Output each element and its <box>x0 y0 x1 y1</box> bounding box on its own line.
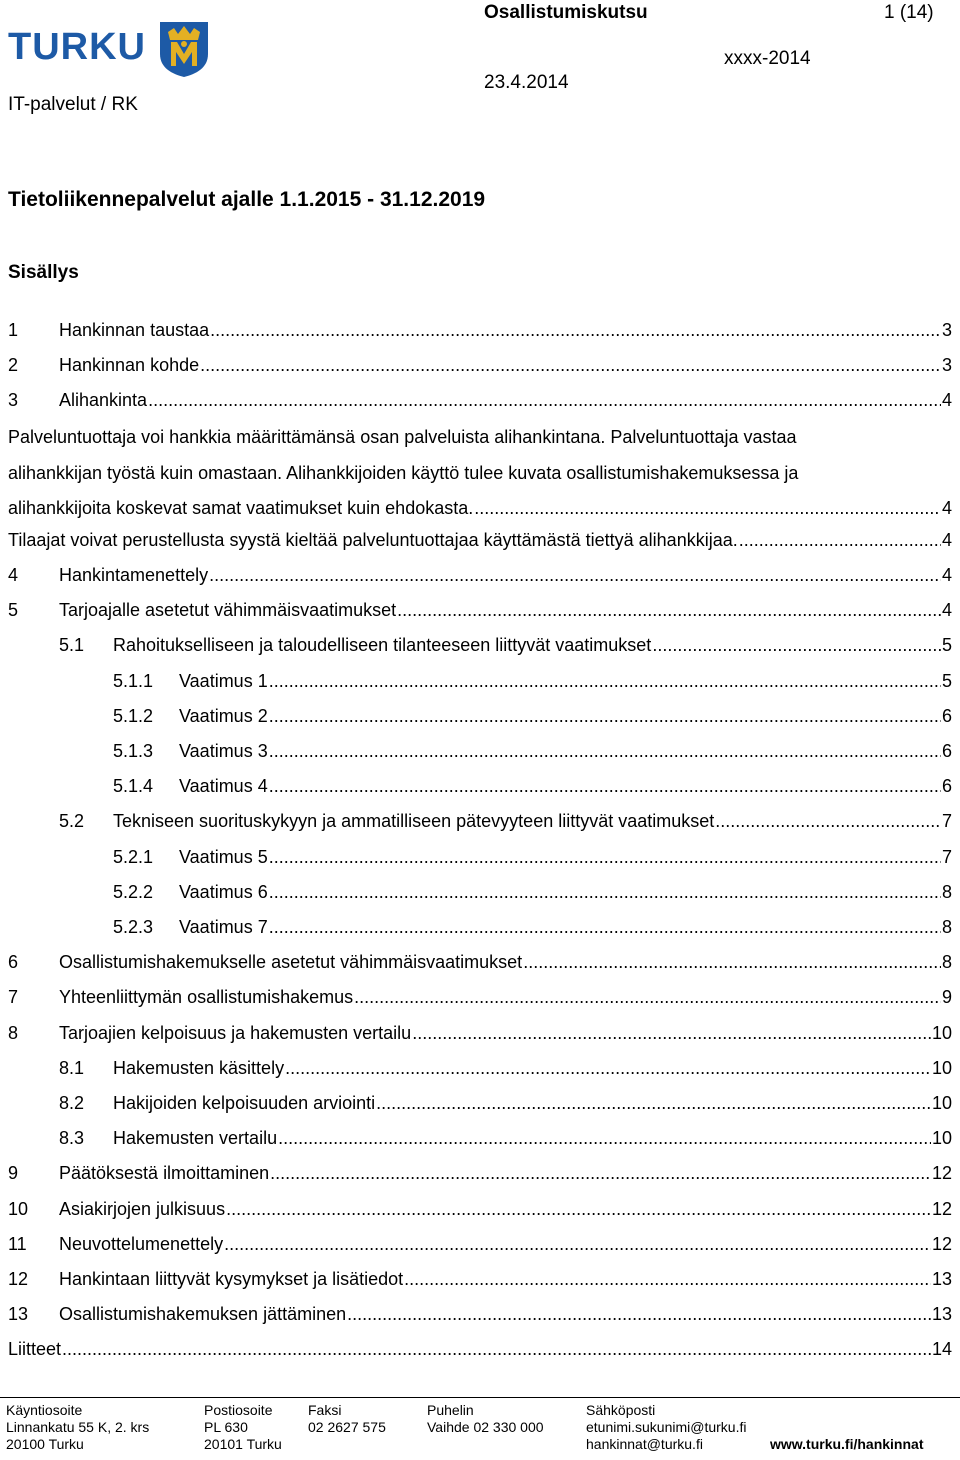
toc-number: 7 <box>8 987 19 1008</box>
toc-number: 5.1 <box>59 635 85 656</box>
footer-email-link[interactable]: etunimi.sukunimi@turku.fi <box>586 1419 747 1435</box>
footer-visit-label: Käyntiosoite <box>6 1402 83 1418</box>
toc-page: 7 <box>941 811 952 832</box>
toc-leader <box>739 530 941 551</box>
toc-entry[interactable] <box>8 565 952 591</box>
toc-label: Osallistumishakemuksen jättäminen <box>59 1304 347 1325</box>
toc-paragraph-entry[interactable] <box>8 420 952 527</box>
toc-page: 13 <box>931 1269 952 1289</box>
toc-page: 8 <box>941 881 952 902</box>
toc-number: 8.2 <box>59 1093 85 1113</box>
toc-label: Vaatimus 1 <box>179 670 268 691</box>
toc-number: 5.1.3 <box>113 741 154 761</box>
toc-paragraph-entry[interactable] <box>8 530 952 556</box>
toc-paragraph-line: alihankkijoita koskevat samat vaatimukset kuin ehdokasta. <box>8 498 474 518</box>
toc-leader <box>269 671 941 692</box>
toc-entry[interactable] <box>8 1093 952 1119</box>
toc-leader <box>285 1058 931 1079</box>
toc-entry[interactable] <box>8 635 952 661</box>
footer-website-link[interactable]: www.turku.fi/hankinnat <box>770 1436 924 1452</box>
toc-label: Vaatimus 4 <box>179 776 268 797</box>
toc-label: Hakemusten vertailu <box>113 1128 278 1149</box>
page-title: Tietoliikennepalvelut ajalle 1.1.2015 - 31.12.2019 <box>8 188 486 211</box>
toc-label: Hakemusten käsittely <box>113 1057 285 1078</box>
toc-entry[interactable] <box>8 776 952 802</box>
toc-entry[interactable] <box>8 355 952 381</box>
toc-label: Hakijoiden kelpoisuuden arviointi <box>113 1093 376 1113</box>
toc-leader <box>474 491 941 527</box>
toc-page: 8 <box>941 952 952 973</box>
toc-label: Rahoitukselliseen ja taloudelliseen tilanteeseen liittyvät vaatimukset <box>113 635 652 656</box>
toc-entry[interactable] <box>8 1304 952 1330</box>
toc-label: Osallistumishakemukselle asetetut vähimmäisvaatimukset <box>59 952 523 973</box>
document-type: Osallistumiskutsu <box>484 2 648 23</box>
toc-number: 3 <box>8 390 19 410</box>
toc-leader <box>269 917 941 938</box>
turku-crest-icon <box>158 20 210 78</box>
toc-leader <box>347 1304 931 1325</box>
toc-number: 5.1.2 <box>113 705 154 726</box>
toc-leader <box>715 811 941 832</box>
toc-number: 5.1.4 <box>113 776 154 797</box>
toc-page: 12 <box>931 1163 952 1184</box>
logo-text: TURKU <box>8 26 146 68</box>
toc-entry[interactable] <box>8 390 952 416</box>
toc-entry[interactable] <box>8 882 952 908</box>
turku-logo <box>8 20 208 80</box>
toc-page: 3 <box>941 320 952 340</box>
toc-number: 10 <box>8 1198 29 1219</box>
toc-heading: Sisällys <box>8 262 79 283</box>
toc-number: 4 <box>8 565 19 585</box>
toc-entry[interactable] <box>8 811 952 837</box>
footer-visit-address: Linnankatu 55 K, 2. krs <box>6 1419 150 1435</box>
toc-number: 5.1.1 <box>113 670 154 691</box>
toc-label: Päätöksestä ilmoittaminen <box>59 1163 270 1184</box>
footer-post-city: 20101 Turku <box>204 1436 282 1452</box>
toc-number: 6 <box>8 952 19 973</box>
toc-entry[interactable] <box>8 917 952 943</box>
toc-entry[interactable] <box>8 952 952 978</box>
toc-page: 4 <box>941 498 952 518</box>
footer-visit-city: 20100 Turku <box>6 1436 84 1452</box>
toc-entry[interactable] <box>8 987 952 1013</box>
toc-entry[interactable] <box>8 671 952 697</box>
toc-label: Hankinnan kohde <box>59 355 200 375</box>
page-indicator: 1 (14) <box>884 2 934 23</box>
toc-entry[interactable] <box>8 847 952 873</box>
toc-page: 13 <box>931 1304 952 1325</box>
toc-page: 14 <box>931 1339 952 1360</box>
toc-paragraph-line: Tilaajat voivat perustellusta syystä kieltää palveluntuottajaa käyttämästä tiettyä alihankkijaa. <box>8 530 738 550</box>
toc-label: Vaatimus 6 <box>179 881 268 902</box>
toc-label: Vaatimus 3 <box>179 741 268 761</box>
document-date: 23.4.2014 <box>484 72 569 93</box>
toc-page: 8 <box>941 917 952 937</box>
toc-paragraph-line: Palveluntuottaja voi hankkia määrittämänsä osan palveluista alihankintana. Palveluntuottaja vastaa <box>8 427 797 447</box>
toc-number: 11 <box>8 1233 27 1254</box>
toc-page: 12 <box>931 1233 952 1254</box>
toc-number: 5.2 <box>59 811 85 832</box>
toc-leader <box>397 600 941 621</box>
reference-number: xxxx-2014 <box>724 48 811 69</box>
toc-leader <box>523 952 941 973</box>
toc-number: 5 <box>8 600 19 621</box>
toc-leader <box>270 1163 931 1184</box>
toc-leader <box>354 987 941 1008</box>
toc-page: 4 <box>941 530 952 550</box>
toc-leader <box>224 1234 931 1255</box>
toc-label: Vaatimus 5 <box>179 846 268 867</box>
toc-leader <box>148 390 941 411</box>
toc-label: Vaatimus 7 <box>179 917 268 937</box>
toc-number: 5.2.2 <box>113 881 154 902</box>
toc-label: Tarjoajalle asetetut vähimmäisvaatimukset <box>59 600 397 621</box>
toc-number: 1 <box>8 320 19 340</box>
toc-page: 3 <box>941 355 952 375</box>
footer-phone-number: Vaihde 02 330 000 <box>427 1419 544 1435</box>
toc-label: Tarjoajien kelpoisuus ja hakemusten vertailu <box>59 1022 412 1043</box>
footer-post-label: Postiosoite <box>204 1402 273 1418</box>
toc-leader <box>62 1339 931 1360</box>
footer-phone-label: Puhelin <box>427 1402 474 1418</box>
toc-leader <box>269 882 941 903</box>
toc-leader <box>226 1199 931 1220</box>
toc-number: 5.2.1 <box>113 846 154 867</box>
toc-page: 6 <box>941 776 952 797</box>
toc-leader <box>652 635 941 656</box>
toc-entry[interactable] <box>8 320 952 346</box>
toc-page: 4 <box>941 390 952 410</box>
toc-leader <box>278 1128 931 1149</box>
toc-entry[interactable] <box>8 1058 952 1084</box>
toc-entry[interactable] <box>8 1128 952 1154</box>
toc-leader <box>404 1269 931 1290</box>
toc-leader <box>210 320 941 341</box>
toc-number: 9 <box>8 1163 19 1184</box>
toc-entry[interactable] <box>8 1023 952 1049</box>
toc-leader <box>200 355 941 376</box>
toc-page: 4 <box>941 600 952 621</box>
toc-leader <box>209 565 941 586</box>
department: IT-palvelut / RK <box>8 94 138 115</box>
toc-label: Yhteenliittymän osallistumishakemus <box>59 987 354 1008</box>
footer-post-box: PL 630 <box>204 1419 248 1435</box>
footer-fax-label: Faksi <box>308 1402 342 1418</box>
toc-entry[interactable] <box>8 1339 952 1365</box>
toc-entry[interactable] <box>8 1163 952 1189</box>
toc-paragraph-line: alihankkijan työstä kuin omastaan. Alihankkijoiden käyttö tulee kuvata osallistumishakemuksessa ja <box>8 462 799 483</box>
toc-label: Vaatimus 2 <box>179 705 268 726</box>
toc-number: 5.2.3 <box>113 917 154 937</box>
footer-email-label: Sähköposti <box>586 1402 656 1418</box>
toc-label: Hankintaan liittyvät kysymykset ja lisätiedot <box>59 1269 404 1289</box>
toc-leader <box>376 1093 931 1114</box>
toc-number: 13 <box>8 1304 29 1325</box>
toc-entry[interactable] <box>8 1199 952 1225</box>
toc-leader <box>412 1023 931 1044</box>
toc-page: 10 <box>931 1128 952 1149</box>
toc-page: 5 <box>941 670 952 691</box>
toc-number: 8.1 <box>59 1057 85 1078</box>
footer-fax-number: 02 2627 575 <box>308 1419 386 1435</box>
toc-number: 2 <box>8 355 19 375</box>
toc-leader <box>269 706 941 727</box>
toc-page: 7 <box>941 846 952 867</box>
toc-label: Asiakirjojen julkisuus <box>59 1198 226 1219</box>
toc-page: 10 <box>931 1057 952 1078</box>
toc-entry[interactable] <box>8 600 952 626</box>
toc-leader <box>269 847 941 868</box>
toc-page: 10 <box>931 1093 952 1113</box>
toc-number: 12 <box>8 1269 29 1289</box>
footer-divider <box>0 1397 960 1398</box>
toc-leader <box>269 776 941 797</box>
toc-label: Tekniseen suorituskykyyn ja ammatilliseen pätevyyteen liittyvät vaatimukset <box>113 811 715 832</box>
toc-label: Liitteet <box>8 1339 62 1360</box>
toc-page: 9 <box>941 987 952 1008</box>
footer-email-link[interactable]: hankinnat@turku.fi <box>586 1436 703 1452</box>
toc-label: Hankintamenettely <box>59 565 209 585</box>
toc-page: 5 <box>941 635 952 656</box>
toc-entry[interactable] <box>8 1269 952 1295</box>
toc-page: 10 <box>931 1022 952 1043</box>
toc-page: 6 <box>941 705 952 726</box>
toc-label: Alihankinta <box>59 390 148 410</box>
toc-entry[interactable] <box>8 706 952 732</box>
toc-page: 4 <box>941 565 952 585</box>
toc-entry[interactable] <box>8 1234 952 1260</box>
toc-label: Neuvottelumenettely <box>59 1233 224 1254</box>
toc-number: 8 <box>8 1022 19 1043</box>
toc-leader <box>269 741 941 762</box>
toc-entry[interactable] <box>8 741 952 767</box>
toc-page: 6 <box>941 741 952 761</box>
toc-number: 8.3 <box>59 1128 85 1149</box>
toc-label: Hankinnan taustaa <box>59 320 210 340</box>
toc-page: 12 <box>931 1198 952 1219</box>
